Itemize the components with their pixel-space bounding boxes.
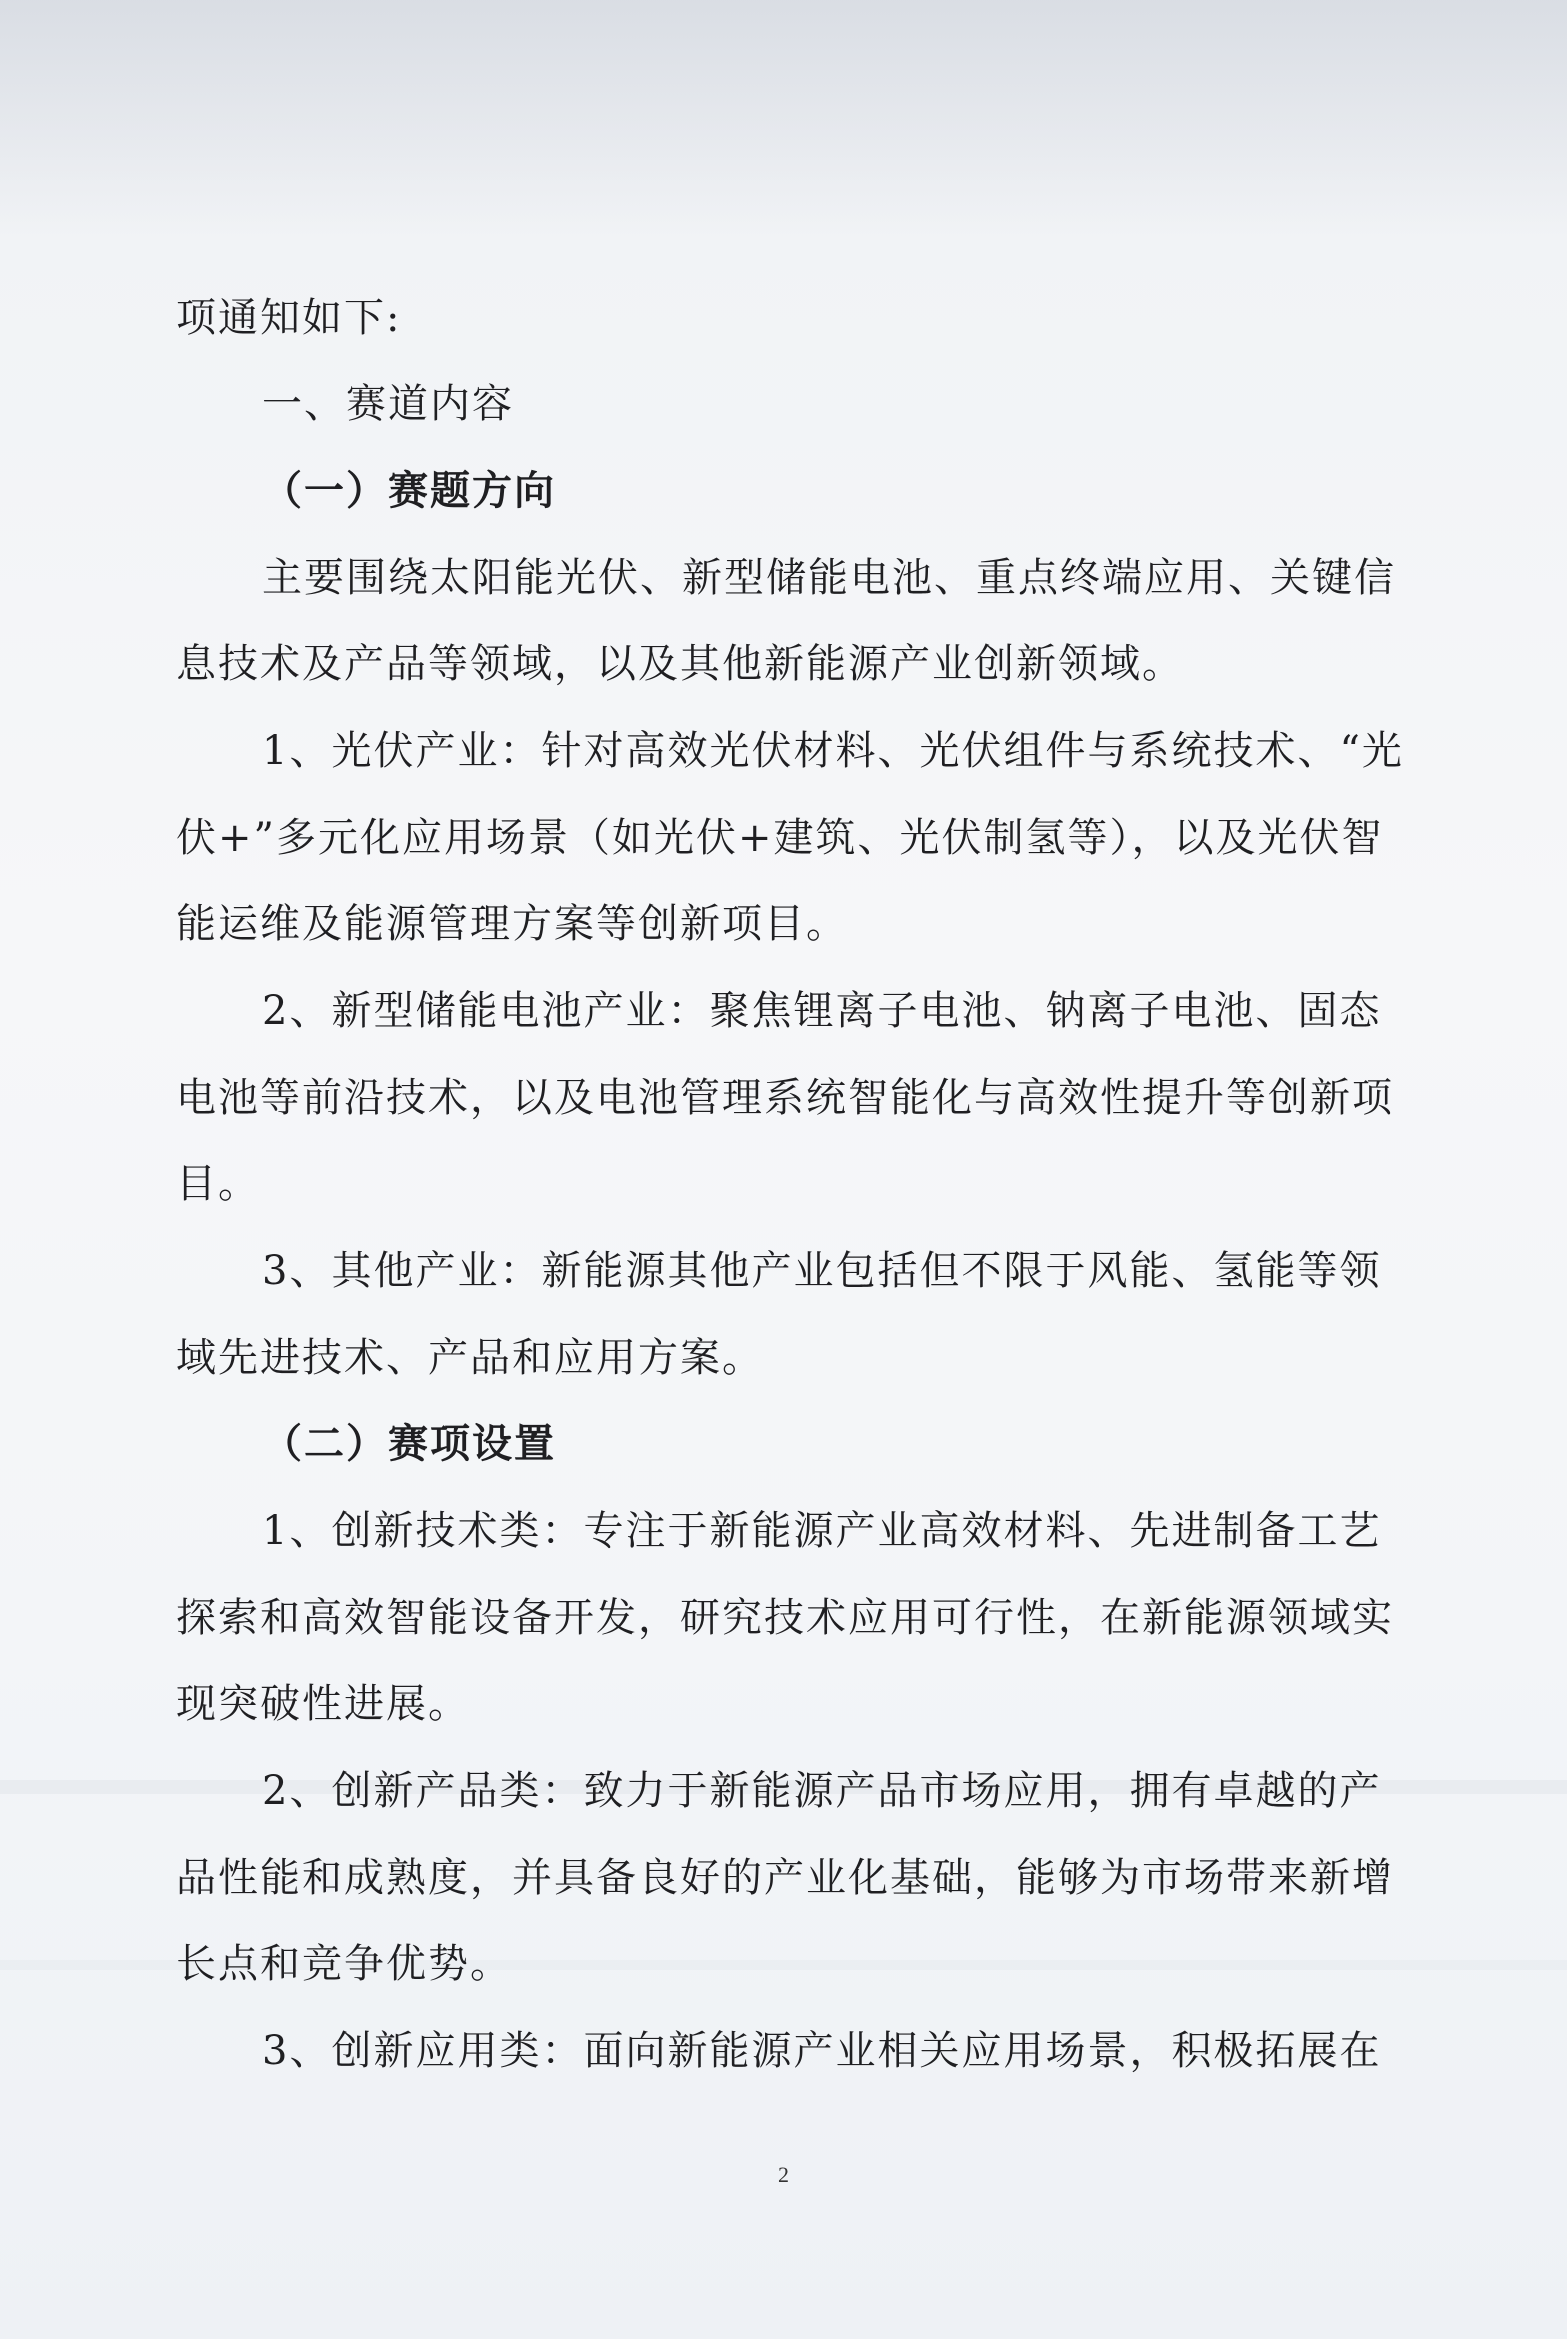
section-heading: 一、赛道内容 [262,381,514,427]
paragraph-line: 电池等前沿技术，以及电池管理系统智能化与高效性提升等创新项 [176,1075,1394,1121]
subsection-heading: （二）赛项设置 [262,1420,556,1467]
paragraph-line: 品性能和成熟度，并具备良好的产业化基础，能够为市场带来新增 [176,1855,1394,1901]
paragraph-line: 2、新型储能电池产业：聚焦锂离子电池、钠离子电池、固态 [262,988,1382,1034]
paragraph-line: 3、其他产业：新能源其他产业包括但不限于风能、氢能等领 [262,1248,1382,1294]
paragraph-line: 1、创新技术类：专注于新能源产业高效材料、先进制备工艺 [262,1508,1382,1554]
paragraph-line: 探索和高效智能设备开发，研究技术应用可行性，在新能源领域实 [176,1595,1394,1641]
body-text-line: 项通知如下: [176,295,402,341]
page-number: 2 [778,2162,789,2187]
paragraph-line: 伏+”多元化应用场景（如光伏+建筑、光伏制氢等），以及光伏智 [176,815,1384,861]
paragraph-line: 目。 [176,1161,260,1207]
paragraph-line: 现突破性进展。 [176,1681,470,1727]
paragraph-line: 长点和竞争优势。 [176,1941,512,1987]
paragraph-line: 域先进技术、产品和应用方案。 [176,1335,764,1381]
paragraph-line: 2、创新产品类：致力于新能源产品市场应用，拥有卓越的产 [262,1768,1382,1814]
scan-shadow-top [0,0,1567,240]
paragraph-line: 主要围绕太阳能光伏、新型储能电池、重点终端应用、关键信 [262,555,1396,601]
paragraph-line: 能运维及能源管理方案等创新项目。 [176,901,848,947]
paragraph-line: 3、创新应用类：面向新能源产业相关应用场景，积极拓展在 [262,2028,1382,2074]
subsection-heading: （一）赛题方向 [262,467,556,514]
paragraph-line: 息技术及产品等领域，以及其他新能源产业创新领域。 [176,641,1184,687]
paragraph-line: 1、光伏产业：针对高效光伏材料、光伏组件与系统技术、“光 [262,728,1404,774]
